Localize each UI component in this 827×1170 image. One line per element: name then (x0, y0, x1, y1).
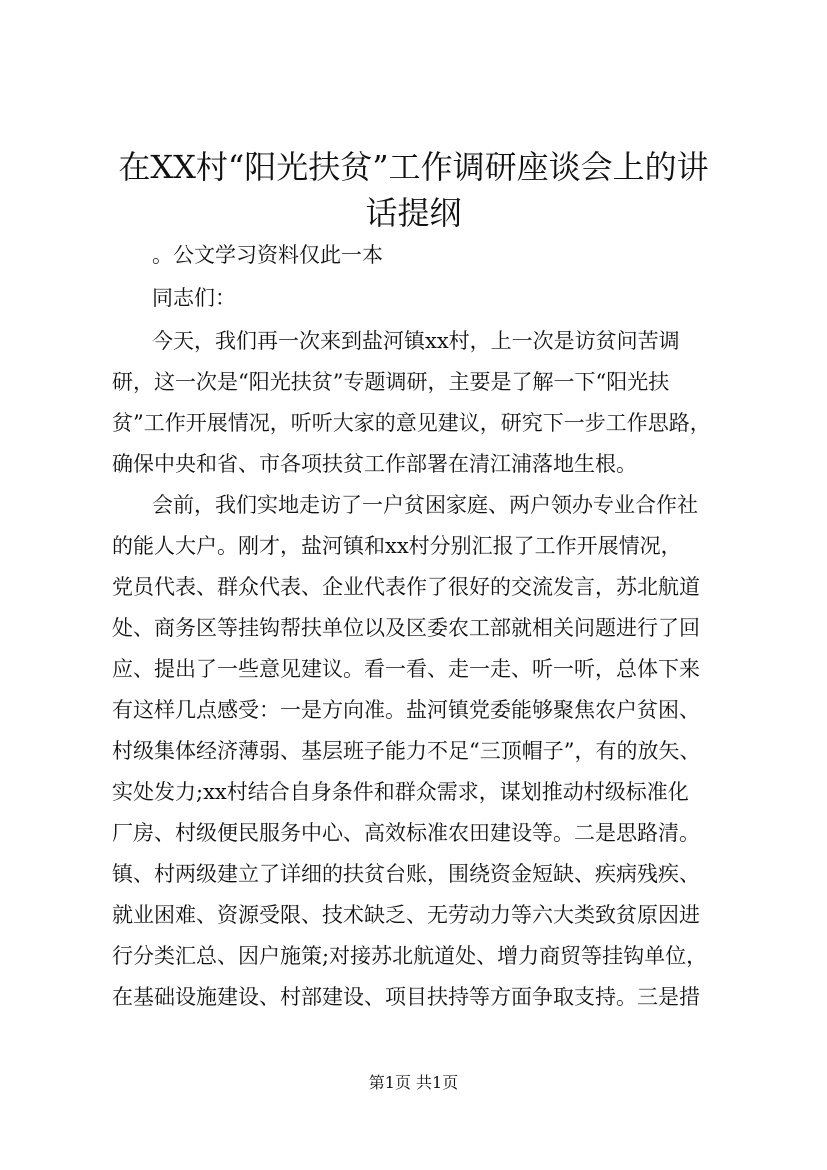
body-line: 在基础设施建设、村部建设、项目扶持等方面争取支持。三是措 (112, 985, 700, 1009)
title-line-2: 话提纲 (365, 194, 462, 232)
body-line: 应、提出了一些意见建议。看一看、走一走、听一听，总体下来 (112, 657, 700, 681)
body-line: 处、商务区等挂钩帮扶单位以及区委农工部就相关问题进行了回 (112, 616, 700, 640)
body-line: 研，这一次是“阳光扶贫”专题调研，主要是了解一下“阳光扶 (112, 370, 670, 394)
body-line: 党员代表、群众代表、企业代表作了很好的交流发言，苏北航道 (112, 575, 700, 599)
body-line: 镇、村两级建立了详细的扶贫台账，围绕资金短缺、疾病残疾、 (112, 862, 700, 886)
body-line: 会前，我们实地走访了一户贫困家庭、两户领办专业合作社 (152, 493, 698, 517)
body-line: 有这样几点感受：一是方向准。盐河镇党委能够聚焦农户贫困、 (112, 698, 700, 722)
title-line-1: 在XX村“阳光扶贫”工作调研座谈会上的讲 (118, 148, 709, 186)
body-line: 的能人大户。刚才，盐河镇和xx村分别汇报了工作开展情况， (112, 534, 682, 558)
body-line: 实处发力;xx村结合自身条件和群众需求，谋划推动村级标准化 (112, 780, 689, 804)
page-number: 第1页 共1页 (368, 1073, 459, 1092)
body-line: 行分类汇总、因户施策;对接苏北航道处、增力商贸等挂钩单位， (112, 944, 708, 968)
body-line: 厂房、村级便民服务中心、高效标准农田建设等。二是思路清。 (112, 821, 700, 845)
body-line: 就业困难、资源受限、技术缺乏、无劳动力等六大类致贫原因进 (112, 903, 700, 927)
body-line: 同志们： (152, 286, 236, 310)
body-line: 村级集体经济薄弱、基层班子能力不足“三顶帽子”，有的放矢、 (112, 739, 701, 763)
document-title (100, 144, 727, 236)
body-line: 今天，我们再一次来到盐河镇xx村，上一次是访贫问苦调 (152, 329, 680, 353)
body-line: 确保中央和省、市各项扶贫工作部署在清江浦落地生根。 (112, 452, 637, 476)
body-line: 贫”工作开展情况，听听大家的意见建议，研究下一步工作思路， (112, 411, 711, 435)
body-line: 。公文学习资料仅此一本 (152, 243, 383, 267)
